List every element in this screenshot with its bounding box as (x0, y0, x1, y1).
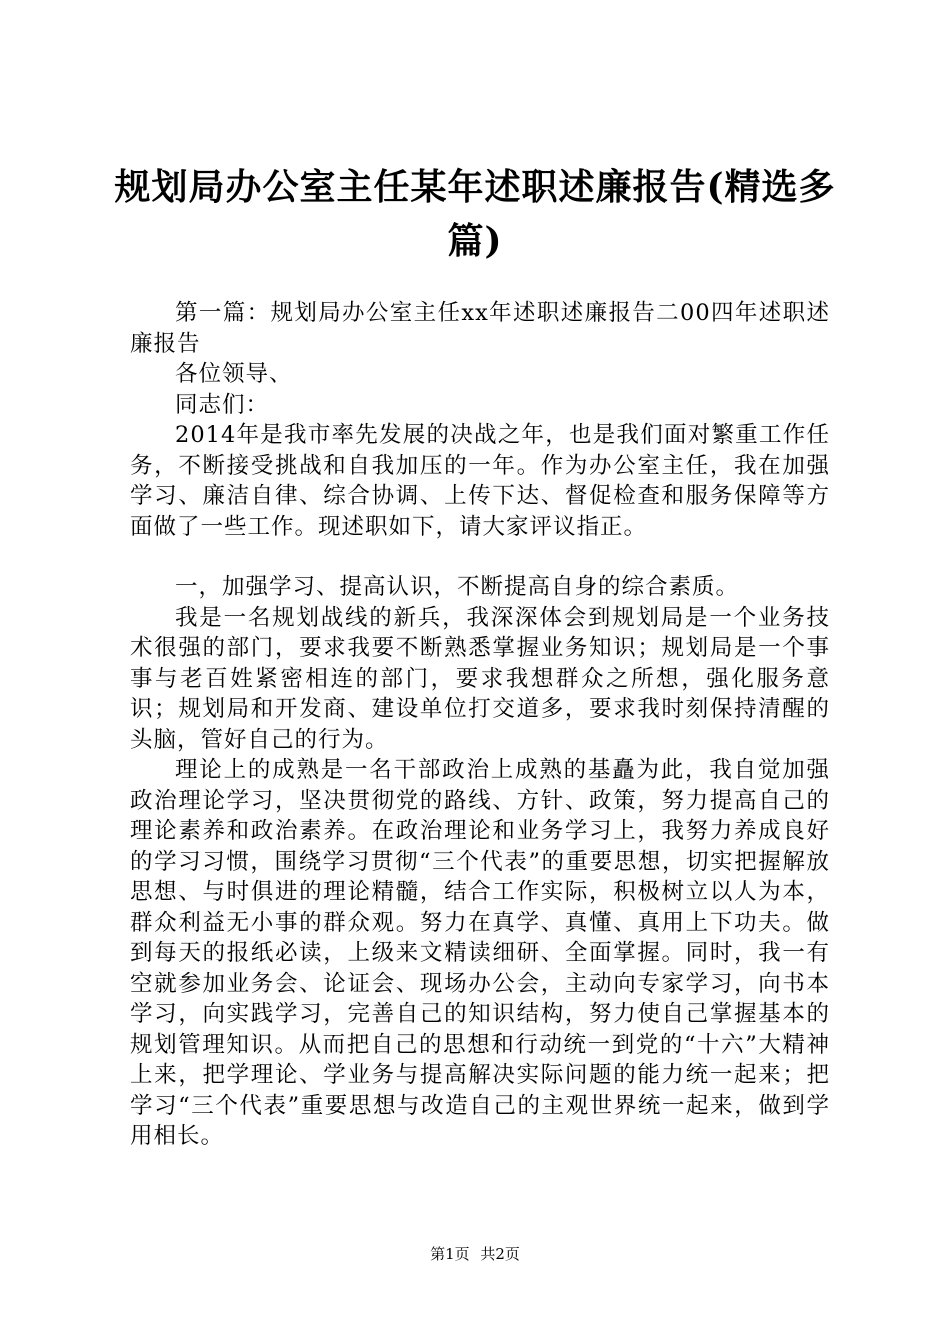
document-body (130, 298, 830, 1152)
page-footer (0, 1243, 950, 1264)
paragraph-body-1: 我是一名规划战线的新兵，我深深体会到规划局是一个业务技术很强的部门，要求我要不断熟悉掌握业务知识；规划局是一个事事与老百姓紧密相连的部门，要求我想群众之所想，强化服务意识；规划局和开发商、建设单位打交道多，要求我时刻保持清醒的头脑，管好自己的行为。 (130, 604, 830, 753)
paragraph-body-2: 理论上的成熟是一名干部政治上成熟的基矗为此，我自觉加强政治理论学习，坚决贯彻党的路线、方针、政策，努力提高自己的理论素养和政治素养。在政治理论和业务学习上，我努力养成良好的学习习惯，围绕学习贯彻“三个代表”的重要思想，切实把握解放思想、与时俱进的理论精髓，结合工作实际，积极树立以人为本，群众利益无小事的群众观。努力在真学、真懂、真用上下功夫。做到每天的报纸必读，上级来文精读细研、全面掌握。同时，我一有空就参加业务会、论证会、现场办公会，主动向专家学习，向书本学习，向实践学习，完善自己的知识结构，努力使自己掌握基本的规划管理知识。从而把自己的思想和行动统一到党的“十六”大精神上来，把学理论、学业务与提高解决实际问题的能力统一起来；把学习“三个代表”重要思想与改造自己的主观世界统一起来，做到学用相长。 (130, 757, 830, 1149)
page-number: 第1页 (430, 1245, 470, 1263)
document-title: 规划局办公室主任某年述职述廉报告(精选多篇) (114, 166, 836, 262)
paragraph-salutation-2: 同志们： (175, 391, 270, 418)
paragraph-heading-line: 第一篇：规划局办公室主任xx年述职述廉报告二00四年述职述廉报告 (130, 300, 830, 357)
paragraph-salutation-1: 各位领导、 (175, 361, 293, 387)
page-total: 共2页 (480, 1245, 520, 1263)
paragraph-intro: 2014年是我市率先发展的决战之年，也是我们面对繁重工作任务，不断接受挑战和自我加压的一年。作为办公室主任，我在加强学习、廉洁自律、综合协调、上传下达、督促检查和服务保障等方面做了一些工作。现述职如下，请大家评议指正。 (130, 422, 830, 540)
paragraph-section-heading: 一，加强学习、提高认识，不断提高自身的综合素质。 (175, 574, 740, 600)
paragraph-spacer (130, 542, 830, 572)
